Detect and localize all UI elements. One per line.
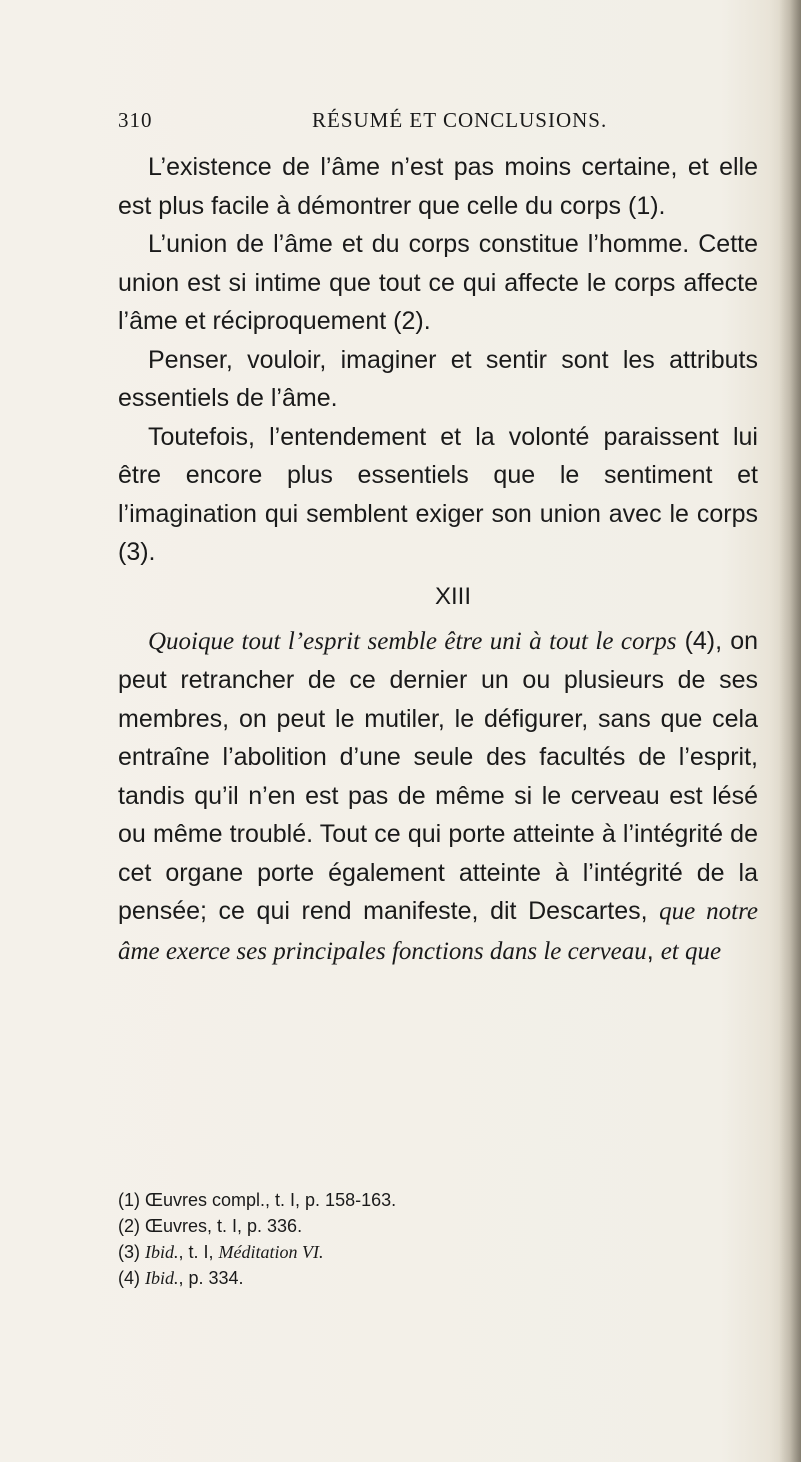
running-title: RÉSUMÉ ET CONCLUSIONS.: [312, 108, 608, 132]
section-paragraph: [118, 622, 758, 972]
footnote-text: Œuvres, t. I, p. 336.: [145, 1216, 303, 1236]
body-text: [118, 148, 758, 971]
paragraph: L’union de l’âme et du corps constitue l’homme. Cette union est si intime que tout ce qui affecte le corps affecte l’âme et réciproquement (2).: [118, 230, 758, 335]
section-number: XIII: [434, 582, 471, 610]
footnote-ibid: Ibid.: [145, 1242, 179, 1262]
page-edge-shadow: [779, 0, 801, 1462]
italic-quote-continuation: et que: [660, 937, 722, 965]
footnote-text: , t. I,: [178, 1242, 219, 1262]
footnote-text: Œuvres compl., t. I, p. 158-163.: [145, 1190, 397, 1210]
footnote-title: Méditation VI.: [218, 1242, 324, 1262]
footnote-marker: (2): [118, 1216, 145, 1236]
footnote-marker: (4): [118, 1268, 145, 1288]
italic-quote: que notre âme exerce ses principales fonctions dans le cerveau: [118, 898, 758, 965]
paragraph-text: (4), on peut retrancher de ce dernier un ou plusieurs de ses membres, on peut le mutiler, le défigurer, sans que cela entraîne l’abolition d’une seule des facultés de l’esprit, tandis qu’il n’en est pas de même si le cerveau est lésé ou même troublé. Tout ce qui porte atteinte à l’intégrité de cet organe porte également atteinte à l’intégrité de la pensée; ce qui rend manifeste, dit Descartes,: [118, 626, 759, 925]
footnote: [118, 1239, 758, 1265]
page-number: 310: [118, 108, 153, 132]
paragraph: Toutefois, l’entendement et la volonté paraissent lui être encore plus essentiels que le sentiment et l’imagination qui semblent exiger son union avec le corps (3).: [118, 422, 758, 566]
footnote-text: , p. 334.: [178, 1268, 244, 1288]
footnote: [118, 1187, 758, 1213]
comma: ,: [646, 936, 661, 965]
footnote: [118, 1213, 758, 1239]
paragraph: L’existence de l’âme n’est pas moins certaine, et elle est plus facile à démontrer que celle du corps (1).: [118, 153, 758, 220]
footnote-marker: (3): [118, 1242, 145, 1262]
footnote-ibid: Ibid.: [145, 1268, 179, 1288]
footnotes: [118, 1187, 758, 1291]
running-head: [118, 108, 758, 138]
footnote-marker: (1): [118, 1190, 145, 1210]
italic-phrase: Quoique tout l’esprit semble être uni à tout le corps: [148, 627, 677, 655]
paragraph: Penser, vouloir, imaginer et sentir sont les attributs essentiels de l’âme.: [118, 345, 758, 412]
footnote: [118, 1265, 758, 1291]
